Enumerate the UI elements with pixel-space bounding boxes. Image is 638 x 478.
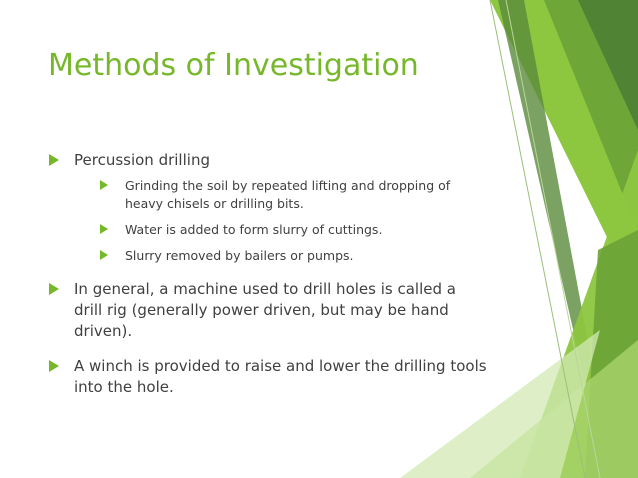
right-triangle-bullet-icon <box>100 250 108 260</box>
sub-bullet-text: Grinding the soil by repeated lifting and dropping of heavy chisels or drilling bits. <box>125 178 451 211</box>
right-triangle-bullet-icon <box>49 360 59 372</box>
sub-bullet-text: Slurry removed by bailers or pumps. <box>125 248 354 263</box>
bullet-text: In general, a machine used to drill holes is called a drill rig (generally power driven, but may be hand driven). <box>74 280 456 340</box>
sub-bullet-text: Water is added to form slurry of cuttings. <box>125 222 383 237</box>
sub-bullet-item <box>99 177 488 213</box>
right-triangle-bullet-icon <box>100 180 108 190</box>
sub-bullet-item <box>99 221 488 239</box>
bullet-text: Percussion drilling <box>74 151 210 169</box>
right-triangle-bullet-icon <box>100 224 108 234</box>
bullet-text: A winch is provided to raise and lower the drilling tools into the hole. <box>74 357 487 396</box>
sub-bullet-item <box>99 247 488 265</box>
bullet-item <box>48 356 488 398</box>
right-triangle-bullet-icon <box>49 283 59 295</box>
bullet-list <box>48 150 488 404</box>
bullet-item <box>48 279 488 342</box>
sub-bullet-list <box>74 177 488 265</box>
bullet-item <box>48 150 488 265</box>
slide-title: Methods of Investigation <box>48 48 419 83</box>
right-triangle-bullet-icon <box>49 154 59 166</box>
